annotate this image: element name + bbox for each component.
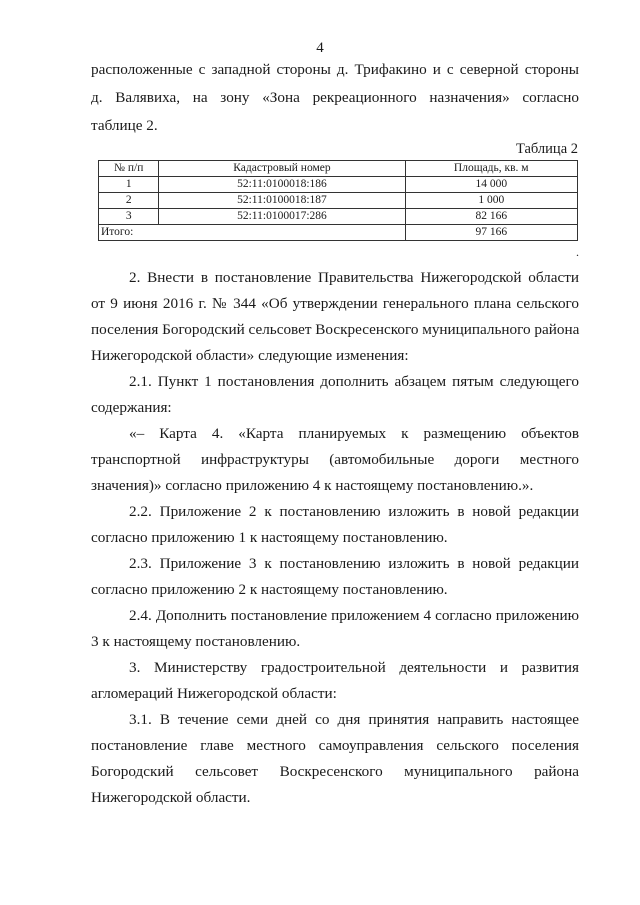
table-row xyxy=(99,193,578,209)
stray-mark: . xyxy=(576,245,579,259)
paragraph-line: Нижегородской области» следующие изменения: xyxy=(91,347,409,364)
paragraph-line: «– Карта 4. «Карта планируемых к размещению объектов xyxy=(129,425,579,442)
intro-line: расположенные с западной стороны д. Трифакино и с северной стороны xyxy=(91,61,579,78)
paragraph-line: 2.1. Пункт 1 постановления дополнить абзацем пятым следующего xyxy=(129,373,579,390)
total-value: 97 166 xyxy=(405,225,578,241)
table-cell: 52:11:0100017:286 xyxy=(159,209,405,225)
total-label: Итого: xyxy=(99,225,406,241)
table-cell: 1 xyxy=(99,177,159,193)
table-row xyxy=(99,177,578,193)
table-header-row xyxy=(99,161,578,177)
paragraph-line: 3 к настоящему постановлению. xyxy=(91,633,301,650)
paragraph-line: 2. Внести в постановление Правительства Нижегородской области xyxy=(129,269,579,286)
paragraph-line: 2.3. Приложение 3 к постановлению изложить в новой редакции xyxy=(129,555,579,572)
table-cell: 3 xyxy=(99,209,159,225)
paragraph-line: Нижегородской области. xyxy=(91,789,251,806)
paragraph-line: содержания: xyxy=(91,399,172,416)
table-total-row xyxy=(99,225,578,241)
intro-line: д. Валявиха, на зону «Зона рекреационного назначения» согласно xyxy=(91,89,579,106)
paragraph-line: согласно приложению 1 к настоящему постановлению. xyxy=(91,529,448,546)
header-cell: Площадь, кв. м xyxy=(405,161,578,177)
table-row xyxy=(99,209,578,225)
paragraph-line: поселения Богородский сельсовет Воскресенского муниципального района xyxy=(91,321,580,338)
table-caption: Таблица 2 xyxy=(515,141,578,157)
table-cell: 52:11:0100018:186 xyxy=(159,177,405,193)
table-cell: 82 166 xyxy=(405,209,578,225)
parcels-table xyxy=(98,160,578,241)
intro-line: таблице 2. xyxy=(91,117,158,134)
header-cell: № п/п xyxy=(99,161,159,177)
table-cell: 2 xyxy=(99,193,159,209)
paragraph-line: 3.1. В течение семи дней со дня принятия направить настоящее xyxy=(129,711,579,728)
paragraph-line: согласно приложению 2 к настоящему постановлению. xyxy=(91,581,448,598)
paragraph-line: значения)» согласно приложению 4 к настоящему постановлению.». xyxy=(91,477,534,494)
paragraph-line: 3. Министерству градостроительной деятельности и развития xyxy=(129,659,579,676)
table-cell: 1 000 xyxy=(405,193,578,209)
paragraph-line: 2.2. Приложение 2 к постановлению изложить в новой редакции xyxy=(129,503,579,520)
table-cell: 52:11:0100018:187 xyxy=(159,193,405,209)
table-cell: 14 000 xyxy=(405,177,578,193)
paragraph-line: агломераций Нижегородской области: xyxy=(91,685,337,702)
paragraph-line: транспортной инфраструктуры (автомобильные дороги местного xyxy=(91,451,579,468)
header-cell: Кадастровый номер xyxy=(159,161,405,177)
page-number: 4 xyxy=(316,40,324,56)
paragraph-line: постановление главе местного самоуправления сельского поселения xyxy=(91,737,579,754)
paragraph-line: 2.4. Дополнить постановление приложением 4 согласно приложению xyxy=(129,607,579,624)
paragraph-line: от 9 июня 2016 г. № 344 «Об утверждении генерального плана сельского xyxy=(91,295,579,312)
paragraph-line: Богородский сельсовет Воскресенского муниципального района xyxy=(91,763,579,780)
